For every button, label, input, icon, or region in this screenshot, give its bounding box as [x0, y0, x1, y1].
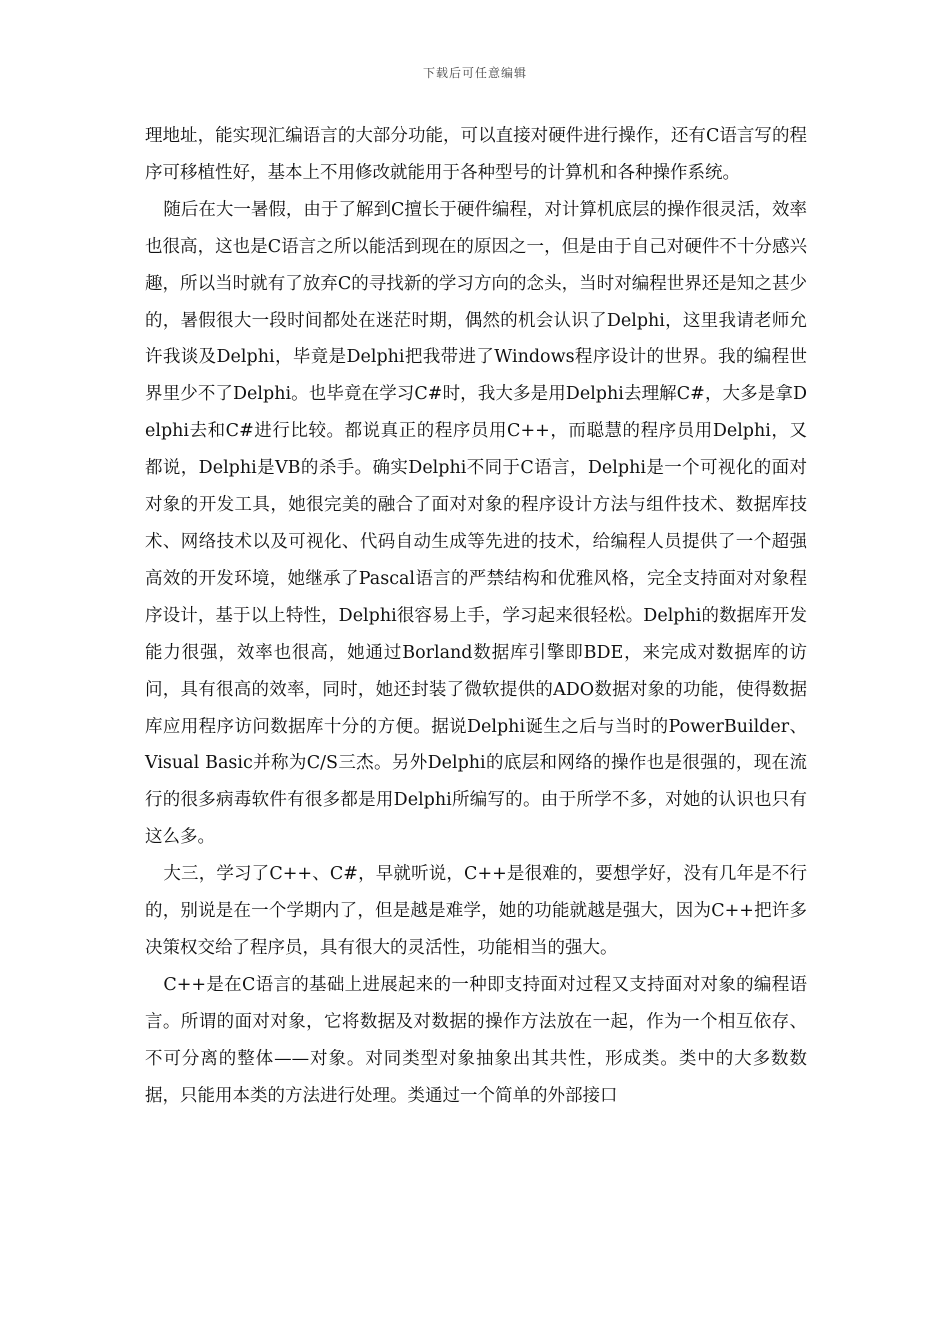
paragraph-2: 随后在大一暑假，由于了解到C擅长于硬件编程，对计算机底层的操作很灵活，效率也很高，这也是C语言之所以能活到现在的原因之一，但是由于自己对硬件不十分感兴趣，所以当时就有了放弃C的寻找新的学习方向的念头，当时对编程世界还是知之甚少的，暑假很大一段时间都处在迷茫时期，偶然的机会认识了Delphi，这里我请老师允许我谈及Delphi，毕竟是Delphi把我带进了Windows程序设计的世界。我的编程世界里少不了Delphi。也毕竟在学习C#时，我大多是用Delphi去理解C#，大多是拿Delphi去和C#进行比较。都说真正的程序员用C++，而聪慧的程序员用Delphi，又都说，Delphi是VB的杀手。确实Delphi不同于C语言，Delphi是一个可视化的面对对象的开发工具，她很完美的融合了面对对象的程序设计方法与组件技术、数据库技术、网络技术以及可视化、代码自动生成等先进的技术，给编程人员提供了一个超强高效的开发环境，她继承了Pascal语言的严禁结构和优雅风格，完全支持面对对象程序设计，基于以上特性，Delphi很容易上手，学习起来很轻松。Delphi的数据库开发能力很强，效率也很高，她通过Borland数据库引擎即BDE，来完成对数据库的访问，具有很高的效率，同时，她还封装了微软提供的ADO数据对象的功能，使得数据库应用程序访问数据库十分的方便。据说Delphi诞生之后与当时的PowerBuilder、Visual Basic并称为C/S三杰。另外Delphi的底层和网络的操作也是很强的，现在流行的很多病毒软件有很多都是用Delphi所编写的。由于所学不多，对她的认识也只有这么多。	[145, 199, 807, 848]
paragraph-4: C++是在C语言的基础上进展起来的一种即支持面对过程又支持面对对象的编程语言。所谓的面对对象，它将数据及对数据的操作方法放在一起，作为一个相互依存、不可分离的整体——对象。对同类型对象抽象出其共性，形成类。类中的大多数数据，只能用本类的方法进行处理。类通过一个简单的外部接口	[145, 974, 807, 1106]
paragraph-1: 理地址，能实现汇编语言的大部分功能，可以直接对硬件进行操作，还有C语言写的程序可移植性好，基本上不用修改就能用于各种型号的计算机和各种操作系统。	[145, 126, 807, 183]
page-header: 下载后可任意编辑	[422, 66, 527, 80]
document-body	[145, 118, 807, 1114]
paragraph-3: 大三，学习了C++、C#，早就听说，C++是很难的，要想学好，没有几年是不行的，别说是在一个学期内了，但是越是难学，她的功能就越是强大，因为C++把许多决策权交给了程序员，具有很大的灵活性，功能相当的强大。	[145, 864, 807, 958]
